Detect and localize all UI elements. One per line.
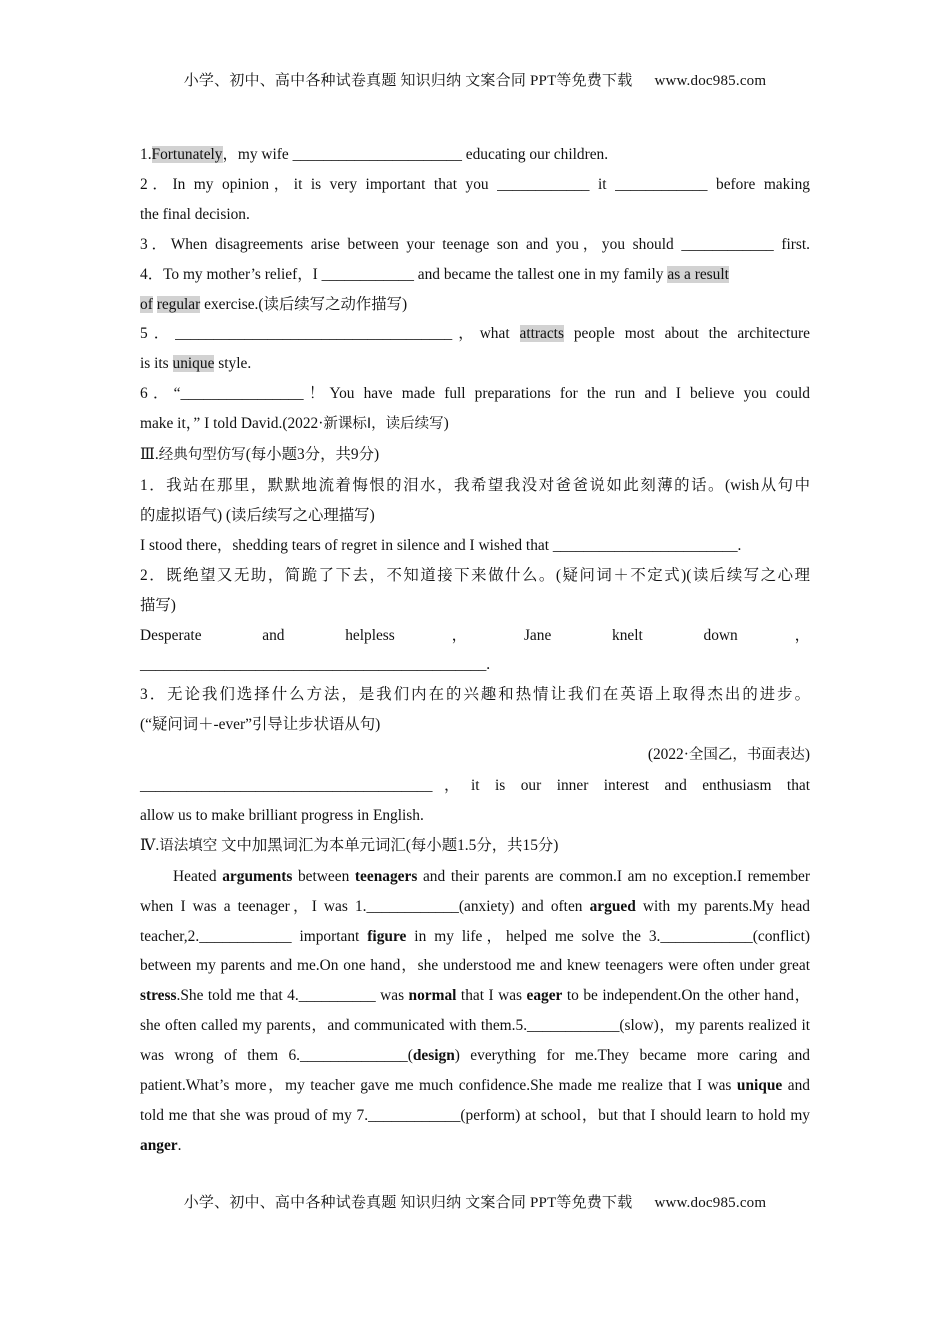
s3-source-c: ) [804, 746, 810, 764]
sentence-3-line-4: allow us to make brilliant progress in English. [140, 806, 424, 824]
sentence-3-line-1: 3．无论我们选择什么方法，是我们内在的兴趣和热情让我们在英语上取得杰出的进步。 [140, 686, 810, 704]
q1-number: 1. [140, 146, 152, 163]
section-4-number: Ⅳ. [140, 836, 160, 854]
section-3-score: (每小题3分，共9分) [245, 446, 380, 464]
passage-text: in my life，helped me solve the 3.____________(conflict) between my parents and me.On one hand，she understood me and knew teenagers were often under great [140, 927, 811, 975]
q1-highlight: Fortunately [151, 146, 223, 163]
passage-text: Heated [173, 867, 223, 885]
q5-text-2: people most about the architecture [563, 325, 810, 343]
bold-word: figure [367, 927, 407, 945]
question-6-line-2 [140, 409, 810, 440]
q4-text-2: exercise.(读后续写之动作描写) [200, 295, 408, 313]
passage-text: with my parents.My head teacher,2.____________ important [140, 897, 810, 945]
q5-text-4: style. [214, 355, 252, 373]
bold-word: design [412, 1047, 455, 1065]
question-3: 3．When disagreements arise between your teenage son and you，you should ____________ first. [140, 235, 810, 253]
sentence-1-line-2: 的虚拟语气) (读后续写之心理描写) [140, 506, 375, 524]
bold-word: unique [736, 1077, 783, 1095]
q5-highlight-1: attracts [519, 325, 564, 343]
sentence-1-line-3: I stood there，shedding tears of regret in silence and I wished that ________________________. [140, 536, 742, 554]
passage-text: and told me that she was proud of my 7.____________(perform) at school，but that I should learn to hold my [140, 1077, 810, 1124]
q4-text: 4．To my mother’s relief，I ____________ and became the tallest one in my family [140, 265, 668, 283]
bold-word: eager [526, 987, 563, 1005]
q4-highlight-2: of [140, 295, 153, 313]
bold-word: teenagers [354, 867, 418, 885]
question-5-line-1 [140, 319, 810, 349]
q6-close: ) [443, 415, 449, 433]
q1-text: ，my wife ______________________ educating our children. [222, 146, 609, 163]
q5-highlight-2: unique [172, 355, 215, 373]
passage-text: between [292, 867, 355, 885]
sentence-1-line-1: 1．我站在那里，默默地流着悔恨的泪水，我希望我没对爸爸说如此刻薄的话。(wish从句中 [140, 476, 810, 494]
q6-source: 新课标Ⅰ，读后续写 [323, 416, 444, 433]
s3-source-b: 全国乙，书面表达 [688, 747, 805, 764]
q5-text: 5．____________________________________，what [140, 325, 520, 343]
sentence-2-line-3: Desperate and helpless，Jane knelt down， [140, 626, 810, 644]
passage-text: ) everything for me.They became more caring and patient.What’s more，my teacher gave me much confidence.She made me realize that I was [140, 1047, 810, 1095]
section-4-note: 文中加黑词汇为本单元词汇 [221, 836, 406, 854]
question-2-line-2: the final decision. [140, 205, 250, 223]
section-3-number: Ⅲ. [140, 446, 159, 464]
page-header [0, 69, 950, 90]
sentence-3-line-3: ______________________________________，it is our inner interest and enthusiasm that [140, 777, 810, 795]
bold-word: argued [589, 897, 636, 915]
sentence-2-line-4: _____________________________________________. [140, 656, 491, 674]
sentence-2-line-2: 描写) [140, 596, 176, 614]
question-1 [140, 140, 810, 170]
passage-text: to be independent.On the other hand，she often called my parents，and communicated with them.5.____________(slow)，my parents realized it was wrong of them 6.______________( [140, 987, 810, 1065]
passage-text: .She told me that 4.__________ was [176, 987, 409, 1005]
bold-word: normal [408, 987, 457, 1005]
header-text: 小学、初中、高中各种试卷真题 知识归纳 文案合同 PPT等免费下载 [183, 73, 633, 89]
section-4-heading [140, 831, 810, 862]
passage-text: . [177, 1136, 182, 1154]
s3-source-a: (2022· [647, 746, 689, 764]
q4-highlight-1: as a result [667, 265, 729, 283]
sentence-3-line-2: (“疑问词＋-ever”引导让步状语从句) [140, 716, 381, 734]
q5-text-3: is its [140, 355, 173, 373]
section-3-heading [140, 440, 810, 471]
footer-text: 小学、初中、高中各种试卷真题 知识归纳 文案合同 PPT等免费下载 [183, 1195, 633, 1211]
question-6-line-1: 6．“________________！You have made full preparations for the run and I believe you could [140, 385, 810, 403]
passage-text: and their parents are common.I am no exception.I remember when I was a teenager，I was 1.____________(anxiety) and often [140, 867, 810, 915]
section-3-title: 经典句型仿写 [158, 447, 246, 464]
section-4-title: 语法填空 [159, 837, 218, 854]
bold-word: stress [140, 987, 177, 1005]
sentence-3-source [140, 740, 810, 771]
worksheet-content [140, 140, 810, 1161]
footer-url[interactable]: www.doc985.com [654, 1195, 767, 1211]
passage-text: that I was [456, 987, 527, 1005]
page-footer [0, 1191, 950, 1212]
bold-word: arguments [222, 867, 293, 885]
header-url[interactable]: www.doc985.com [654, 73, 767, 89]
question-4 [140, 260, 810, 320]
q4-highlight-3: regular [156, 295, 201, 313]
question-2-line-1: 2．In my opinion，it is very important that you ____________ it ____________ before making [140, 175, 810, 193]
question-5-line-2 [140, 349, 810, 379]
section-4-score: (每小题1.5分，共15分) [405, 836, 559, 854]
q6-text: make it，” I told David.(2022· [140, 415, 324, 433]
sentence-2-line-1: 2．既绝望又无助，简跪了下去，不知道接下来做什么。(疑问词＋不定式)(读后续写之心理 [140, 566, 810, 584]
bold-word: anger [140, 1136, 178, 1154]
grammar-passage [140, 862, 810, 1161]
